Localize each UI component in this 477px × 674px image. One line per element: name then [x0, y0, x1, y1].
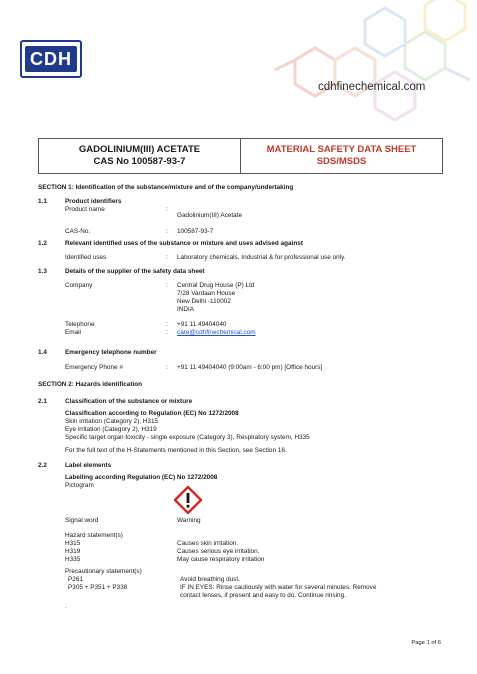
labelling-title: Labelling according Regulation (EC) No 1272/2008: [65, 474, 218, 481]
hazard-text: May cause respiratory irritation: [177, 556, 265, 563]
cas-label: CAS-No.: [65, 228, 91, 235]
hazard-text: Causes serious eye irritation.: [177, 548, 260, 555]
emergency-label: Emergency Phone #: [65, 364, 123, 371]
precaution-text: Avoid breathing dust.: [180, 576, 240, 583]
cdh-logo: [20, 40, 82, 78]
trailing-mark: .: [65, 603, 67, 610]
hazard-heading: Hazard statement(s): [65, 532, 123, 539]
s22-title: Label elements: [65, 462, 112, 469]
product-name-colon: :: [166, 206, 168, 213]
s14-num: 1.4: [38, 349, 47, 356]
title-box: [38, 138, 443, 174]
s14-title: Emergency telephone number: [65, 349, 157, 356]
cas-value: 100587-93-7: [177, 228, 214, 235]
s22-num: 2.2: [38, 462, 47, 469]
company-label: Company: [65, 282, 93, 289]
telephone-label: Telephone: [65, 321, 95, 328]
product-name-label: Product name: [65, 206, 105, 213]
hazard-code: H315: [65, 540, 81, 547]
classification-line: Skin irritation (Category 2), H315: [65, 418, 159, 425]
s13-num: 1.3: [38, 268, 47, 275]
precaution-code: P261: [68, 576, 83, 583]
page-number: Page 1 of 6: [411, 640, 441, 646]
s13-title: Details of the supplier of the safety data sheet: [65, 268, 205, 275]
hazard-code: H319: [65, 548, 81, 555]
company-line: INDIA: [177, 306, 195, 313]
precaution-text: IF IN EYES: Rinse cautiously with water for several minutes. Remove: [180, 584, 377, 591]
website-label: cdhfinechemical.com: [318, 81, 426, 93]
s21-num: 2.1: [38, 398, 47, 405]
precaution-heading: Precautionary statement(s): [65, 568, 142, 575]
telephone-value: +91 11 49404040: [177, 321, 227, 328]
section1-heading: SECTION 1: Identification of the substance/mixture and of the company/undertaking: [38, 184, 294, 191]
uses-colon: :: [166, 254, 168, 261]
email-label: Email: [65, 329, 81, 336]
ghs-exclamation-icon: [174, 486, 202, 514]
s12-title: Relevant identified uses of the substance or mixture and uses advised against: [65, 240, 303, 247]
precaution-code: P305 + P351 + P338: [68, 584, 128, 591]
doc-type-cell: [240, 139, 442, 173]
s11-num: 1.1: [38, 198, 47, 205]
signal-word-value: Warning: [177, 517, 201, 524]
emergency-value: +91 11 49404040 (9:00am - 6:00 pm) [Office hours]: [177, 364, 323, 371]
classification-line: Eye irritation (Category 2), H319: [65, 426, 157, 433]
email-link[interactable]: care@cdhfinechemical.com: [177, 329, 256, 336]
hazard-text: Causes skin irritation.: [177, 540, 239, 547]
emergency-colon: :: [166, 364, 168, 371]
email-colon: :: [166, 329, 168, 336]
cas-colon: :: [166, 228, 168, 235]
company-line: 7/28 Vardaan House: [177, 290, 236, 297]
uses-label: Identified uses: [65, 254, 107, 261]
doc-type-title: MATERIAL SAFETY DATA SHEET: [266, 144, 417, 156]
classification-line: Specific target organ toxicity - single exposure (Category 3), Respiratory system, H335: [65, 434, 310, 441]
fulltext-note: For the full text of the H-Statements mentioned in this Section, see Section 16.: [65, 447, 287, 454]
uses-value: Laboratory chemicals, Industrial & for professional use only.: [177, 254, 346, 261]
classification-title: Classification according to Regulation (EC) No 1272/2008: [65, 410, 239, 417]
product-name-value: Gadolinium(III) Acetate: [177, 212, 243, 219]
s11-title: Product identifiers: [65, 198, 122, 205]
pictogram-label: Pictogram: [65, 482, 94, 489]
company-line: Central Drug House (P) Ltd: [177, 282, 255, 289]
product-name-title: GADOLINIUM(III) ACETATE: [78, 144, 201, 156]
doc-sub-title: SDS/MSDS: [316, 156, 367, 167]
hazard-code: H335: [65, 556, 81, 563]
telephone-colon: :: [166, 321, 168, 328]
molecule-graphic: [255, 0, 477, 130]
company-colon: :: [166, 282, 168, 289]
logo-text: CDH: [25, 46, 77, 73]
cas-title: CAS No 100587-93-7: [93, 156, 186, 167]
precaution-text: contact lenses, if present and easy to do. Continue rinsing.: [180, 592, 346, 599]
s12-num: 1.2: [38, 240, 47, 247]
s21-title: Classification of the substance or mixture: [65, 398, 193, 405]
section2-heading: SECTION 2: Hazards identification: [38, 381, 143, 388]
product-title-cell: [39, 139, 240, 173]
signal-word-label: Signal word: [65, 517, 99, 524]
company-line: New Delhi -110002: [177, 298, 231, 305]
